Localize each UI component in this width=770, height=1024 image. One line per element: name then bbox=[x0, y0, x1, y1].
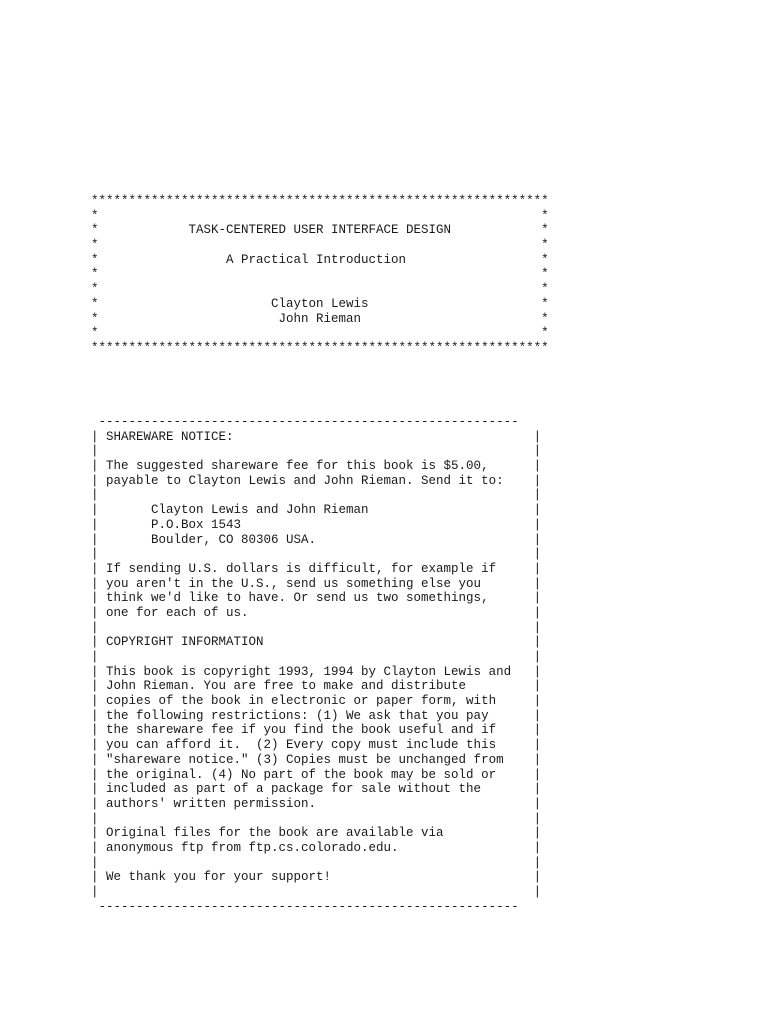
text-line: | authors' written permission. | bbox=[91, 796, 542, 811]
text-line: | the following restrictions: (1) We ask that you pay | bbox=[91, 708, 542, 723]
text-line: | John Rieman. You are free to make and distribute | bbox=[91, 679, 542, 694]
text-line: | | bbox=[91, 488, 542, 503]
text-line: * TASK-CENTERED USER INTERFACE DESIGN * bbox=[91, 223, 549, 238]
text-line: | The suggested shareware fee for this book is $5.00, | bbox=[91, 459, 542, 474]
text-line: | We thank you for your support! | bbox=[91, 870, 542, 885]
title-box bbox=[91, 194, 549, 356]
text-line: | payable to Clayton Lewis and John Rieman. Send it to: | bbox=[91, 473, 542, 488]
text-line: * * bbox=[91, 326, 549, 341]
text-line: | | bbox=[91, 855, 542, 870]
text-line: | | bbox=[91, 444, 542, 459]
text-line: | Clayton Lewis and John Rieman | bbox=[91, 503, 542, 518]
text-line: | the original. (4) No part of the book may be sold or | bbox=[91, 767, 542, 782]
text-line: | | bbox=[91, 620, 542, 635]
text-line: -------------------------------------------------------- bbox=[91, 899, 519, 914]
text-line: | | bbox=[91, 650, 542, 664]
text-line: | P.O.Box 1543 | bbox=[91, 517, 542, 532]
text-line: ************************************************************* bbox=[91, 340, 549, 355]
text-line: * * bbox=[91, 238, 549, 253]
text-line: | included as part of a package for sale without the | bbox=[91, 782, 542, 797]
text-line: * Clayton Lewis * bbox=[91, 296, 549, 311]
text-line: * * bbox=[91, 282, 549, 297]
text-line: | you can afford it. (2) Every copy must include this | bbox=[91, 738, 542, 753]
text-line: * * bbox=[91, 208, 549, 223]
text-line: | Original files for the book are available via | bbox=[91, 826, 542, 841]
text-line: | | bbox=[91, 547, 542, 562]
text-line: | | bbox=[91, 885, 542, 899]
text-line: * John Rieman * bbox=[91, 311, 549, 326]
text-line: * A Practical Introduction * bbox=[91, 252, 549, 267]
text-line: | "shareware notice." (3) Copies must be unchanged from | bbox=[91, 752, 542, 767]
text-line: | COPYRIGHT INFORMATION | bbox=[91, 635, 542, 650]
text-line: | think we'd like to have. Or send us two somethings, | bbox=[91, 591, 542, 606]
text-line: -------------------------------------------------------- bbox=[91, 415, 519, 429]
text-line: | one for each of us. | bbox=[91, 605, 542, 620]
text-line: | | bbox=[91, 811, 542, 826]
text-line: | SHAREWARE NOTICE: | bbox=[91, 429, 542, 444]
text-line: * * bbox=[91, 267, 549, 282]
text-line: | This book is copyright 1993, 1994 by Clayton Lewis and | bbox=[91, 664, 542, 679]
text-line: ************************************************************* bbox=[91, 194, 549, 208]
text-line: | copies of the book in electronic or paper form, with | bbox=[91, 694, 542, 709]
text-line: | If sending U.S. dollars is difficult, for example if | bbox=[91, 561, 542, 576]
shareware-notice-box bbox=[91, 415, 541, 914]
text-line: | anonymous ftp from ftp.cs.colorado.edu. | bbox=[91, 840, 542, 855]
text-line: | the shareware fee if you find the book useful and if | bbox=[91, 723, 542, 738]
text-line: | Boulder, CO 80306 USA. | bbox=[91, 532, 542, 547]
text-line: | you aren't in the U.S., send us something else you | bbox=[91, 576, 542, 591]
